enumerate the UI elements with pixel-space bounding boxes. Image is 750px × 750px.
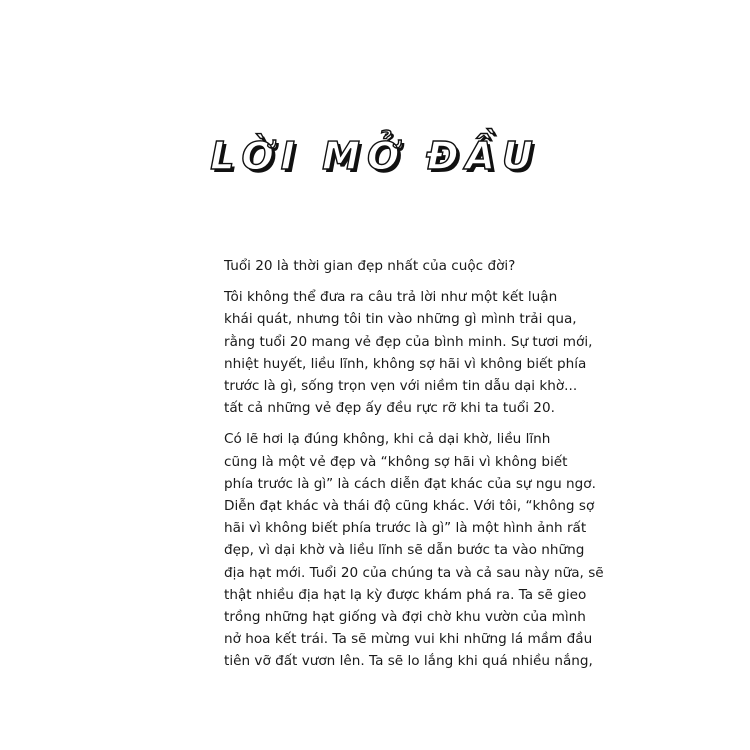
- text-line: nở hoa kết trái. Ta sẽ mừng vui khi những lá mầm đầu: [224, 631, 593, 648]
- text-line: rằng tuổi 20 mang vẻ đẹp của bình minh. Sự tươi mới,: [224, 333, 593, 350]
- text-line: cũng là một vẻ đẹp và “không sợ hãi vì không biết: [224, 453, 568, 470]
- text-line: nhiệt huyết, liều lĩnh, không sợ hãi vì không biết phía: [224, 355, 587, 372]
- text-line: trước là gì, sống trọn vẹn với niềm tin dẫu dại khờ...: [224, 378, 578, 395]
- text-line: địa hạt mới. Tuổi 20 của chúng ta và cả sau này nữa, sẽ: [224, 564, 604, 581]
- text-line: tất cả những vẻ đẹp ấy đều rực rỡ khi ta tuổi 20.: [224, 400, 555, 417]
- body-text: [200, 255, 604, 682]
- chapter-title: LỜI MỞ ĐẦU: [210, 134, 540, 178]
- paragraph-1: [200, 255, 555, 277]
- text-line: khái quát, nhưng tôi tin vào những gì mình trải qua,: [224, 311, 577, 328]
- text-line: đẹp, vì dại khờ và liều lĩnh sẽ dẫn bước ta vào những: [224, 542, 585, 559]
- text-line: trồng những hạt giống và đợi chờ khu vườn của mình: [224, 609, 586, 626]
- paragraph-3: [200, 428, 604, 672]
- text-line: Diễn đạt khác và thái độ cũng khác. Với tôi, “không sợ: [224, 498, 595, 515]
- paragraph-2: [200, 286, 593, 419]
- text-line: thật nhiều địa hạt lạ kỳ được khám phá ra. Ta sẽ gieo: [224, 586, 587, 603]
- text-line: Tuổi 20 là thời gian đẹp nhất của cuộc đời?: [224, 258, 516, 274]
- text-line: Có lẽ hơi lạ đúng không, khi cả dại khờ, liều lĩnh: [224, 431, 551, 448]
- text-line: phía trước là gì” là cách diễn đạt khác của sự ngu ngơ.: [224, 475, 596, 492]
- text-line: hãi vì không biết phía trước là gì” là một hình ảnh rất: [224, 520, 587, 537]
- text-line: tiên vỡ đất vươn lên. Ta sẽ lo lắng khi quá nhiều nắng,: [224, 653, 593, 670]
- text-line: Tôi không thể đưa ra câu trả lời như một kết luận: [224, 289, 558, 306]
